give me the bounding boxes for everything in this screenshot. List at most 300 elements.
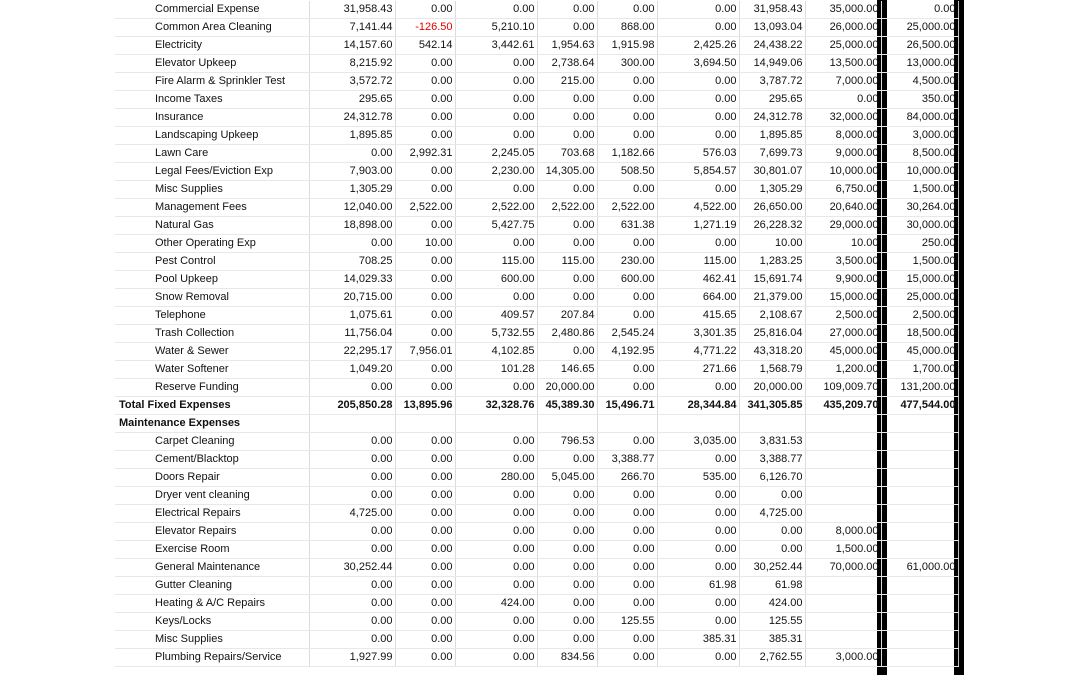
cell-col-4: 115.00	[537, 253, 597, 271]
cell-col-3: 0.00	[455, 559, 537, 577]
row-label: Income Taxes	[115, 91, 309, 109]
cell-col-1: 4,725.00	[309, 505, 395, 523]
cell-col-8: 13,500.00	[805, 55, 881, 73]
table-row	[115, 325, 958, 343]
cell-col-6: 0.00	[657, 505, 739, 523]
cell-col-6: 61.98	[657, 577, 739, 595]
cell-col-2: 0.00	[395, 91, 455, 109]
cell-col-6: 0.00	[657, 109, 739, 127]
cell-col-1: 0.00	[309, 577, 395, 595]
cell-col-3: 0.00	[455, 541, 537, 559]
row-label: Dryer vent cleaning	[115, 487, 309, 505]
row-label: Landscaping Upkeep	[115, 127, 309, 145]
cell-col-6: 3,301.35	[657, 325, 739, 343]
cell-col-4: 146.65	[537, 361, 597, 379]
cell-col-3: 0.00	[455, 181, 537, 199]
cell-col-7: 385.31	[739, 631, 805, 649]
cell-col-4: 0.00	[537, 271, 597, 289]
table-row	[115, 55, 958, 73]
cell-col-3: 0.00	[455, 91, 537, 109]
cell-col-6: 2,425.26	[657, 37, 739, 55]
cell-col-9	[881, 595, 958, 613]
cell-col-3: 0.00	[455, 649, 537, 667]
cell-col-7: 20,000.00	[739, 379, 805, 397]
cell-col-9: 30,000.00	[881, 217, 958, 235]
cell-col-6: 0.00	[657, 235, 739, 253]
cell-col-1: 1,305.29	[309, 181, 395, 199]
table-row	[115, 433, 958, 451]
cell-col-8: 3,000.00	[805, 649, 881, 667]
cell-col-7: 61.98	[739, 577, 805, 595]
cell-col-3: 5,732.55	[455, 325, 537, 343]
cell-col-5: 0.00	[597, 127, 657, 145]
cell-col-8	[805, 595, 881, 613]
row-label: Electrical Repairs	[115, 505, 309, 523]
table-row	[115, 469, 958, 487]
cell-col-1: 0.00	[309, 541, 395, 559]
cell-col-4: 0.00	[537, 559, 597, 577]
cell-col-7: 1,283.25	[739, 253, 805, 271]
cell-col-2: 0.00	[395, 325, 455, 343]
cell-col-1: 12,040.00	[309, 199, 395, 217]
cell-col-4: 0.00	[537, 523, 597, 541]
cell-col-9	[881, 523, 958, 541]
row-label: Misc Supplies	[115, 181, 309, 199]
cell-col-2: 0.00	[395, 577, 455, 595]
cell-col-6: 0.00	[657, 649, 739, 667]
cell-col-5: 0.00	[597, 523, 657, 541]
cell-col-2: 0.00	[395, 379, 455, 397]
cell-col-6: 3,035.00	[657, 433, 739, 451]
table-row	[115, 91, 958, 109]
cell-col-1: 0.00	[309, 469, 395, 487]
cell-col-1: 18,898.00	[309, 217, 395, 235]
cell-col-4: 207.84	[537, 307, 597, 325]
cell-col-5: 230.00	[597, 253, 657, 271]
cell-col-9: 1,700.00	[881, 361, 958, 379]
cell-col-2: 0.00	[395, 487, 455, 505]
cell-col-2: 0.00	[395, 55, 455, 73]
cell-col-6: 4,771.22	[657, 343, 739, 361]
cell-col-6: 0.00	[657, 127, 739, 145]
row-label: Commercial Expense	[115, 1, 309, 19]
cell-col-1: 295.65	[309, 91, 395, 109]
cell-col-7: 24,312.78	[739, 109, 805, 127]
cell-col-7: 1,568.79	[739, 361, 805, 379]
cell-col-9: 84,000.00	[881, 109, 958, 127]
cell-col-5: 125.55	[597, 613, 657, 631]
cell-col-2: 0.00	[395, 613, 455, 631]
row-label: Water & Sewer	[115, 343, 309, 361]
cell-col-5: 0.00	[597, 379, 657, 397]
cell-col-3: 0.00	[455, 505, 537, 523]
table-row	[115, 649, 958, 667]
cell-col-3: 0.00	[455, 55, 537, 73]
cell-col-9: 477,544.00	[881, 397, 958, 415]
cell-col-9	[881, 505, 958, 523]
cell-col-9: 10,000.00	[881, 163, 958, 181]
cell-col-4: 20,000.00	[537, 379, 597, 397]
section-title: Maintenance Expenses	[115, 415, 309, 433]
cell-col-6: 415.65	[657, 307, 739, 325]
cell-col-1: 31,958.43	[309, 1, 395, 19]
cell-col-3: 0.00	[455, 127, 537, 145]
cell-col-6: 0.00	[657, 181, 739, 199]
cell-col-7: 31,958.43	[739, 1, 805, 19]
cell-col-8: 27,000.00	[805, 325, 881, 343]
table-row	[115, 559, 958, 577]
table-row	[115, 379, 958, 397]
cell-col-5: 0.00	[597, 1, 657, 19]
table-row	[115, 523, 958, 541]
cell-col-7: 2,108.67	[739, 307, 805, 325]
cell-col-8: 20,640.00	[805, 199, 881, 217]
cell-col-3: 0.00	[455, 433, 537, 451]
cell-col-4: 796.53	[537, 433, 597, 451]
cell-col-6: 4,522.00	[657, 199, 739, 217]
cell-col-9: 350.00	[881, 91, 958, 109]
cell-col-5: 0.00	[597, 487, 657, 505]
cell-col-1: 11,756.04	[309, 325, 395, 343]
cell-col-6: 5,854.57	[657, 163, 739, 181]
cell-col-9: 45,000.00	[881, 343, 958, 361]
cell-col-8: 3,500.00	[805, 253, 881, 271]
cell-col-9: 4,500.00	[881, 73, 958, 91]
table-row	[115, 577, 958, 595]
table-row	[115, 73, 958, 91]
cell-col-3: 32,328.76	[455, 397, 537, 415]
cell-col-5: 631.38	[597, 217, 657, 235]
cell-col-4: 0.00	[537, 19, 597, 37]
cell-col-2: 0.00	[395, 649, 455, 667]
cell-col-7: 0.00	[739, 541, 805, 559]
cell-col-5	[597, 415, 657, 433]
cell-col-6: 0.00	[657, 487, 739, 505]
row-label: Natural Gas	[115, 217, 309, 235]
cell-col-5: 0.00	[597, 181, 657, 199]
cell-col-1: 0.00	[309, 379, 395, 397]
cell-col-9	[881, 541, 958, 559]
cell-col-1: 3,572.72	[309, 73, 395, 91]
cell-col-6: 0.00	[657, 613, 739, 631]
row-label: Reserve Funding	[115, 379, 309, 397]
cell-col-4: 2,522.00	[537, 199, 597, 217]
cell-col-7: 14,949.06	[739, 55, 805, 73]
cell-col-3: 0.00	[455, 235, 537, 253]
table-row	[115, 127, 958, 145]
cell-col-8	[805, 469, 881, 487]
table-row	[115, 451, 958, 469]
cell-col-1: 7,903.00	[309, 163, 395, 181]
cell-col-4	[537, 415, 597, 433]
row-label: Water Softener	[115, 361, 309, 379]
cell-col-8: 10,000.00	[805, 163, 881, 181]
cell-col-6: 0.00	[657, 379, 739, 397]
cell-col-5: 508.50	[597, 163, 657, 181]
cell-col-4: 0.00	[537, 127, 597, 145]
cell-col-2: 0.00	[395, 433, 455, 451]
cell-col-9: 1,500.00	[881, 253, 958, 271]
table-row	[115, 487, 958, 505]
cell-col-1: 0.00	[309, 631, 395, 649]
table-row	[115, 289, 958, 307]
cell-col-4: 0.00	[537, 1, 597, 19]
cell-col-9	[881, 613, 958, 631]
row-label: Exercise Room	[115, 541, 309, 559]
cell-col-5: 600.00	[597, 271, 657, 289]
cell-col-5: 0.00	[597, 577, 657, 595]
cell-col-6: 664.00	[657, 289, 739, 307]
cell-col-5: 0.00	[597, 559, 657, 577]
row-label: Gutter Cleaning	[115, 577, 309, 595]
cell-col-4: 0.00	[537, 541, 597, 559]
cell-col-6	[657, 415, 739, 433]
cell-col-2: 0.00	[395, 181, 455, 199]
cell-col-2: 0.00	[395, 1, 455, 19]
cell-col-7: 1,895.85	[739, 127, 805, 145]
cell-col-3: 0.00	[455, 1, 537, 19]
cell-col-3: 101.28	[455, 361, 537, 379]
cell-col-3: 0.00	[455, 631, 537, 649]
cell-col-7: 3,388.77	[739, 451, 805, 469]
row-label: Elevator Repairs	[115, 523, 309, 541]
cell-col-1: 0.00	[309, 433, 395, 451]
cell-col-2: 0.00	[395, 127, 455, 145]
table-row	[115, 253, 958, 271]
cell-col-5: 3,388.77	[597, 451, 657, 469]
cell-col-6: 0.00	[657, 1, 739, 19]
cell-col-4: 14,305.00	[537, 163, 597, 181]
cell-col-7: 25,816.04	[739, 325, 805, 343]
cell-col-9: 61,000.00	[881, 559, 958, 577]
cell-col-7: 30,252.44	[739, 559, 805, 577]
cell-col-4: 834.56	[537, 649, 597, 667]
cell-col-8: 45,000.00	[805, 343, 881, 361]
cell-col-5: 0.00	[597, 631, 657, 649]
row-label: Insurance	[115, 109, 309, 127]
cell-col-8: 0.00	[805, 91, 881, 109]
row-label: Electricity	[115, 37, 309, 55]
cell-col-8	[805, 433, 881, 451]
cell-col-1: 0.00	[309, 613, 395, 631]
cell-col-5: 0.00	[597, 289, 657, 307]
cell-col-9	[881, 433, 958, 451]
cell-col-9	[881, 451, 958, 469]
cell-col-3: 5,427.75	[455, 217, 537, 235]
cell-col-9	[881, 415, 958, 433]
cell-col-4: 0.00	[537, 451, 597, 469]
section-header-row	[115, 415, 958, 433]
cell-col-2: -126.50	[395, 19, 455, 37]
cell-col-4: 0.00	[537, 505, 597, 523]
cell-col-8: 1,200.00	[805, 361, 881, 379]
cell-col-8: 1,500.00	[805, 541, 881, 559]
cell-col-2: 0.00	[395, 631, 455, 649]
cell-col-5: 0.00	[597, 91, 657, 109]
cell-col-7: 3,787.72	[739, 73, 805, 91]
cell-col-3: 0.00	[455, 577, 537, 595]
cell-col-1: 24,312.78	[309, 109, 395, 127]
table-row	[115, 163, 958, 181]
cell-col-2: 0.00	[395, 109, 455, 127]
cell-col-4: 0.00	[537, 577, 597, 595]
cell-col-8	[805, 577, 881, 595]
cell-col-6: 576.03	[657, 145, 739, 163]
cell-col-8: 9,900.00	[805, 271, 881, 289]
cell-col-3: 0.00	[455, 487, 537, 505]
cell-col-1: 14,029.33	[309, 271, 395, 289]
cell-col-1: 0.00	[309, 523, 395, 541]
cell-col-5: 0.00	[597, 307, 657, 325]
cell-col-5: 1,915.98	[597, 37, 657, 55]
cell-col-4: 0.00	[537, 613, 597, 631]
cell-col-6: 115.00	[657, 253, 739, 271]
cell-col-2: 0.00	[395, 73, 455, 91]
cell-col-8	[805, 487, 881, 505]
cell-col-2: 0.00	[395, 505, 455, 523]
cell-col-2: 7,956.01	[395, 343, 455, 361]
total-row	[115, 397, 958, 415]
cell-col-4: 0.00	[537, 217, 597, 235]
row-label: Telephone	[115, 307, 309, 325]
cell-col-4: 0.00	[537, 487, 597, 505]
cell-col-4: 2,480.86	[537, 325, 597, 343]
cell-col-4: 1,954.63	[537, 37, 597, 55]
cell-col-3	[455, 415, 537, 433]
cell-col-5: 300.00	[597, 55, 657, 73]
cell-col-8: 8,000.00	[805, 127, 881, 145]
cell-col-3: 0.00	[455, 451, 537, 469]
row-label: Legal Fees/Eviction Exp	[115, 163, 309, 181]
cell-col-6: 271.66	[657, 361, 739, 379]
cell-col-6: 0.00	[657, 541, 739, 559]
cell-col-4: 2,738.64	[537, 55, 597, 73]
cell-col-1: 20,715.00	[309, 289, 395, 307]
table-row	[115, 613, 958, 631]
cell-col-8: 435,209.70	[805, 397, 881, 415]
cell-col-7: 2,762.55	[739, 649, 805, 667]
cell-col-8	[805, 631, 881, 649]
table-row	[115, 235, 958, 253]
cell-col-5: 2,545.24	[597, 325, 657, 343]
cell-col-7: 424.00	[739, 595, 805, 613]
cell-col-2: 0.00	[395, 541, 455, 559]
cell-col-9: 30,264.00	[881, 199, 958, 217]
cell-col-1: 0.00	[309, 451, 395, 469]
cell-col-8: 35,000.00	[805, 1, 881, 19]
cell-col-2: 10.00	[395, 235, 455, 253]
cell-col-8	[805, 613, 881, 631]
cell-col-6: 462.41	[657, 271, 739, 289]
table-row	[115, 343, 958, 361]
cell-col-1: 8,215.92	[309, 55, 395, 73]
cell-col-3: 0.00	[455, 613, 537, 631]
cell-col-6: 0.00	[657, 91, 739, 109]
cell-col-9: 3,000.00	[881, 127, 958, 145]
cell-col-3: 0.00	[455, 523, 537, 541]
cell-col-2: 542.14	[395, 37, 455, 55]
cell-col-7: 26,650.00	[739, 199, 805, 217]
cell-col-5: 0.00	[597, 433, 657, 451]
row-label: Fire Alarm & Sprinkler Test	[115, 73, 309, 91]
cell-col-7: 30,801.07	[739, 163, 805, 181]
table-row	[115, 307, 958, 325]
row-label: Cement/Blacktop	[115, 451, 309, 469]
cell-col-9: 2,500.00	[881, 307, 958, 325]
cell-col-2: 0.00	[395, 253, 455, 271]
cell-col-7: 13,093.04	[739, 19, 805, 37]
cell-col-2: 0.00	[395, 307, 455, 325]
expense-table	[115, 1, 959, 667]
cell-col-8: 25,000.00	[805, 37, 881, 55]
cell-col-1: 205,850.28	[309, 397, 395, 415]
row-label: Pest Control	[115, 253, 309, 271]
cell-col-3: 0.00	[455, 109, 537, 127]
cell-col-6: 0.00	[657, 559, 739, 577]
row-label: Carpet Cleaning	[115, 433, 309, 451]
cell-col-3: 5,210.10	[455, 19, 537, 37]
cell-col-3: 115.00	[455, 253, 537, 271]
expense-table-body	[115, 1, 958, 667]
cell-col-3: 0.00	[455, 379, 537, 397]
row-label: Lawn Care	[115, 145, 309, 163]
cell-col-7: 21,379.00	[739, 289, 805, 307]
cell-col-1	[309, 415, 395, 433]
cell-col-9	[881, 631, 958, 649]
cell-col-8: 15,000.00	[805, 289, 881, 307]
table-row	[115, 109, 958, 127]
cell-col-8: 7,000.00	[805, 73, 881, 91]
cell-col-3: 0.00	[455, 289, 537, 307]
cell-col-5: 0.00	[597, 505, 657, 523]
cell-col-7: 3,831.53	[739, 433, 805, 451]
cell-col-8: 29,000.00	[805, 217, 881, 235]
cell-col-7: 7,699.73	[739, 145, 805, 163]
cell-col-8: 109,009.70	[805, 379, 881, 397]
cell-col-9: 250.00	[881, 235, 958, 253]
cell-col-9: 0.00	[881, 1, 958, 19]
cell-col-4: 703.68	[537, 145, 597, 163]
cell-col-9	[881, 577, 958, 595]
cell-col-4: 215.00	[537, 73, 597, 91]
row-label: Keys/Locks	[115, 613, 309, 631]
cell-col-6: 1,271.19	[657, 217, 739, 235]
row-label: Elevator Upkeep	[115, 55, 309, 73]
cell-col-9: 25,000.00	[881, 19, 958, 37]
cell-col-2: 0.00	[395, 595, 455, 613]
table-row	[115, 631, 958, 649]
cell-col-1: 14,157.60	[309, 37, 395, 55]
cell-col-8	[805, 451, 881, 469]
cell-col-5: 0.00	[597, 649, 657, 667]
row-label: General Maintenance	[115, 559, 309, 577]
cell-col-2: 0.00	[395, 361, 455, 379]
cell-col-8: 26,000.00	[805, 19, 881, 37]
table-row	[115, 1, 958, 19]
cell-col-8: 2,500.00	[805, 307, 881, 325]
table-row	[115, 217, 958, 235]
cell-col-9: 15,000.00	[881, 271, 958, 289]
cell-col-6: 0.00	[657, 595, 739, 613]
cell-col-3: 2,245.05	[455, 145, 537, 163]
row-label: Trash Collection	[115, 325, 309, 343]
cell-col-5: 0.00	[597, 235, 657, 253]
row-label: Other Operating Exp	[115, 235, 309, 253]
cell-col-9	[881, 649, 958, 667]
cell-col-3: 2,522.00	[455, 199, 537, 217]
row-label: Total Fixed Expenses	[115, 397, 309, 415]
cell-col-9	[881, 469, 958, 487]
